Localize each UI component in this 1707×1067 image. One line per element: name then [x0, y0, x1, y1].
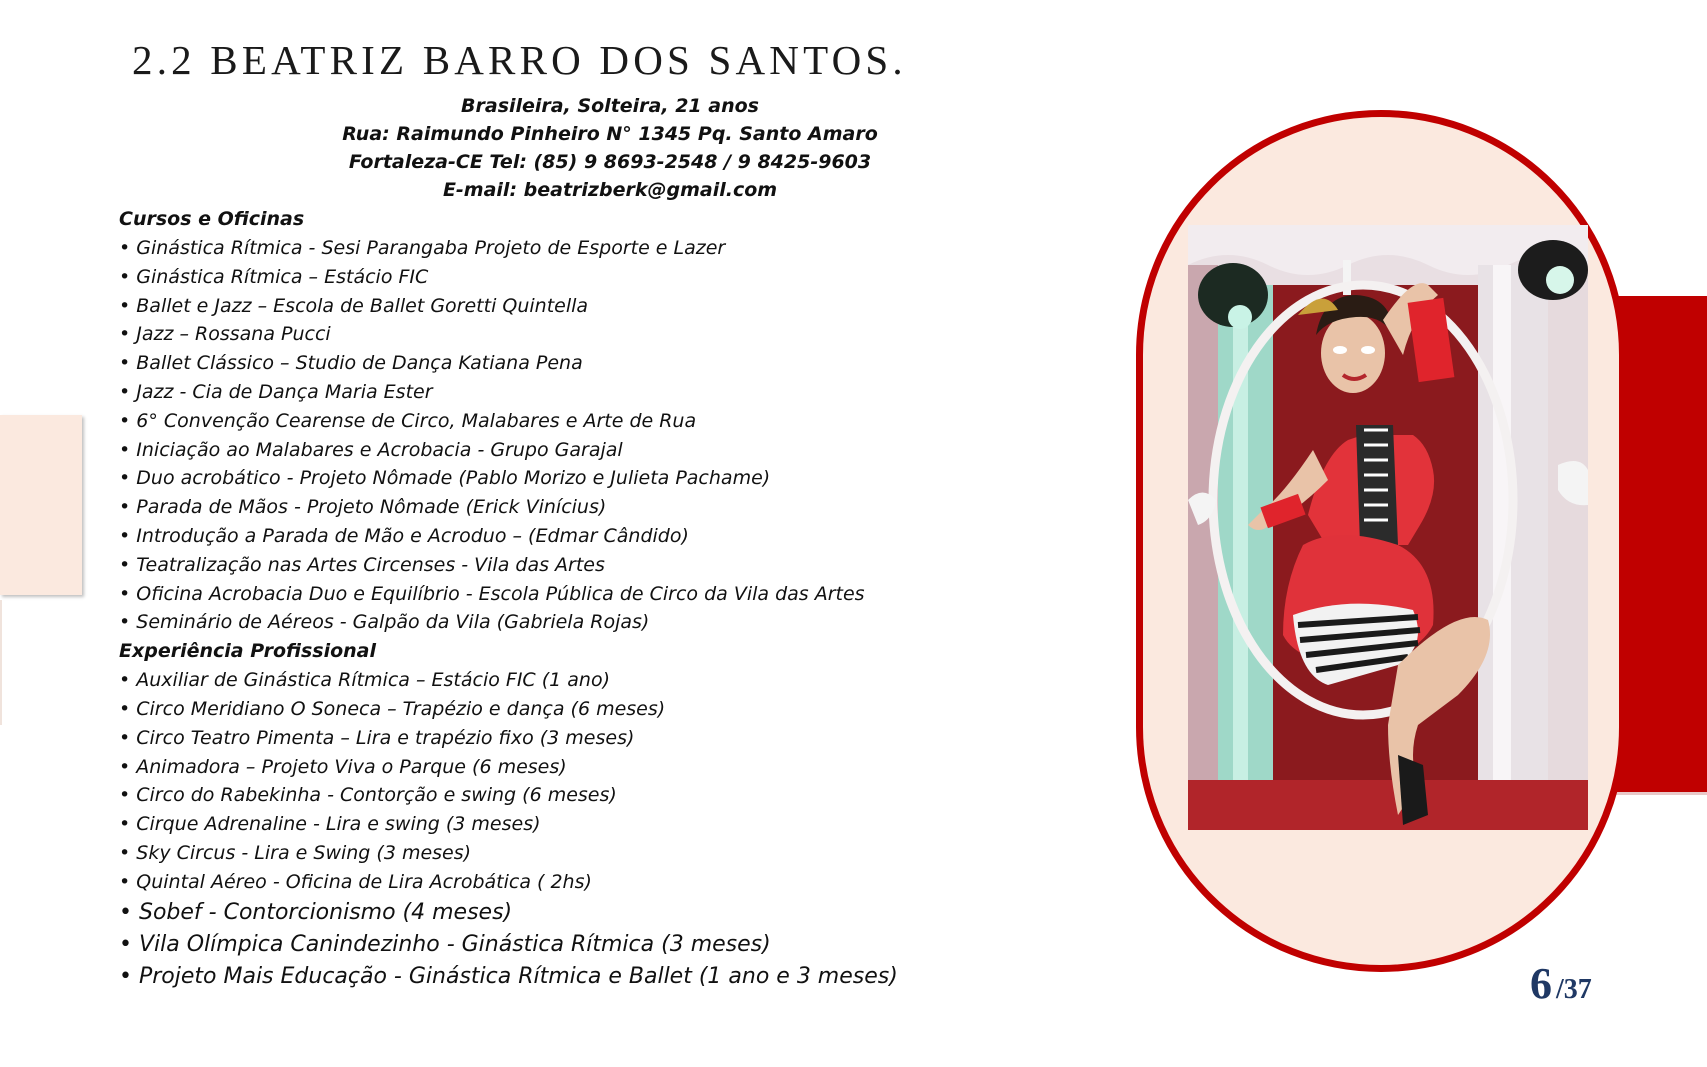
list-item	[119, 810, 898, 839]
list-item-text: Ginástica Rítmica - Sesi Parangaba Projeto de Esporte e Lazer	[136, 237, 726, 259]
bullet-icon: •	[119, 899, 132, 925]
list-item-text: Duo acrobático - Projeto Nômade (Pablo Morizo e Julieta Pachame)	[136, 467, 771, 490]
list-item-text: Jazz - Cia de Dança Maria Ester	[136, 380, 433, 403]
bullet-icon: •	[119, 841, 131, 864]
bullet-icon: •	[119, 467, 131, 490]
list-item	[119, 695, 898, 724]
performer-photo	[1188, 225, 1588, 830]
bullet-icon: •	[119, 496, 131, 519]
list-item-text: Sky Circus - Lira e Swing (3 meses)	[136, 841, 472, 864]
page-total: /37	[1556, 974, 1592, 1005]
resume-content	[119, 205, 898, 993]
list-item-text: Circo Meridiano O Soneca – Trapézio e dança (6 meses)	[136, 697, 666, 720]
list-item	[119, 378, 898, 407]
bullet-icon: •	[119, 323, 131, 346]
list-item	[119, 522, 898, 551]
list-item	[119, 493, 898, 522]
list-item-text: Animadora – Projeto Viva o Parque (6 meses)	[136, 755, 567, 778]
list-item	[119, 724, 898, 753]
list-item	[119, 961, 898, 993]
list-item	[119, 320, 898, 349]
list-item-text: 6° Convenção Cearense de Circo, Malabares e Arte de Rua	[136, 409, 697, 432]
email-line: E-mail: beatrizberk@gmail.com	[442, 179, 778, 201]
list-item	[119, 464, 898, 493]
experience-list	[119, 666, 898, 896]
bullet-icon: •	[119, 380, 131, 403]
bullet-icon: •	[119, 726, 131, 749]
list-item	[119, 436, 898, 465]
bullet-icon: •	[119, 963, 132, 989]
list-item-text: Vila Olímpica Canindezinho - Ginástica Rítmica (3 meses)	[138, 931, 771, 957]
list-item	[119, 781, 898, 810]
list-item	[119, 263, 898, 292]
list-item	[119, 407, 898, 436]
bullet-icon: •	[119, 294, 131, 317]
experience-heading: Experiência Profissional	[119, 640, 376, 663]
list-item-text: Seminário de Aéreos - Galpão da Vila (Gabriela Rojas)	[136, 611, 650, 634]
experience-list-large	[119, 897, 898, 993]
bullet-icon: •	[119, 813, 131, 836]
list-item	[119, 551, 898, 580]
list-item-text: Sobef - Contorcionismo (4 meses)	[138, 899, 513, 925]
bullet-icon: •	[119, 582, 131, 605]
list-item	[119, 839, 898, 868]
list-item	[119, 292, 898, 321]
bullet-icon: •	[119, 755, 131, 778]
list-item-text: Circo Teatro Pimenta – Lira e trapézio fixo (3 meses)	[136, 726, 635, 749]
list-item-text: Ballet e Jazz – Escola de Ballet Goretti Quintella	[136, 294, 589, 317]
bullet-icon: •	[119, 438, 131, 461]
list-item-text: Oficina Acrobacia Duo e Equilíbrio - Escola Pública de Circo da Vila das Artes	[136, 582, 865, 605]
bullet-icon: •	[119, 265, 131, 288]
list-item-text: Iniciação ao Malabares e Acrobacia - Grupo Garajal	[136, 438, 623, 461]
performer-illustration	[1188, 225, 1588, 830]
list-item-text: Teatralização nas Artes Circenses - Vila das Artes	[136, 553, 605, 576]
list-item-text: Ballet Clássico – Studio de Dança Katiana Pena	[136, 352, 583, 375]
list-item-text: Quintal Aéreo - Oficina de Lira Acrobática ( 2hs)	[136, 870, 592, 893]
list-item-text: Jazz – Rossana Pucci	[136, 323, 331, 346]
bullet-icon: •	[119, 352, 131, 375]
list-item-text: Projeto Mais Educação - Ginástica Rítmica e Ballet (1 ano e 3 meses)	[138, 963, 898, 989]
list-item	[119, 666, 898, 695]
list-item	[119, 868, 898, 897]
bullet-icon: •	[119, 524, 131, 547]
bullet-icon: •	[119, 611, 131, 634]
courses-list	[119, 234, 898, 637]
list-item-text: Parada de Mãos - Projeto Nômade (Erick Vinícius)	[136, 496, 607, 519]
list-item	[119, 349, 898, 378]
bullet-icon: •	[119, 409, 131, 432]
list-item-text: Introdução a Parada de Mão e Acroduo – (Edmar Cândido)	[136, 524, 689, 547]
list-item-text: Cirque Adrenaline - Lira e swing (3 meses)	[136, 813, 541, 836]
list-item	[119, 897, 898, 929]
phone-line: Fortaleza-CE Tel: (85) 9 8693-2548 / 9 8425-9603	[348, 151, 872, 173]
bullet-icon: •	[119, 669, 131, 692]
list-item	[119, 929, 898, 961]
list-item	[119, 580, 898, 609]
list-item	[119, 753, 898, 782]
page-current: 6	[1530, 959, 1552, 1008]
courses-heading: Cursos e Oficinas	[119, 208, 305, 230]
personal-info-line: Brasileira, Solteira, 21 anos	[461, 95, 759, 117]
page-title: 2.2 BEATRIZ BARRO DOS SANTOS.	[132, 37, 907, 83]
page-number	[1530, 958, 1592, 1009]
bullet-icon: •	[119, 697, 131, 720]
list-item	[119, 234, 898, 263]
decorative-divider	[0, 600, 2, 725]
bullet-icon: •	[119, 553, 131, 576]
bullet-icon: •	[119, 870, 131, 893]
list-item	[119, 608, 898, 637]
bullet-icon: •	[119, 931, 132, 957]
bullet-icon: •	[119, 237, 131, 259]
list-item-text: Auxiliar de Ginástica Rítmica – Estácio FIC (1 ano)	[136, 669, 610, 692]
list-item-text: Circo do Rabekinha - Contorção e swing (6 meses)	[136, 784, 617, 807]
bullet-icon: •	[119, 784, 131, 807]
decorative-peach-panel	[0, 415, 82, 595]
list-item-text: Ginástica Rítmica – Estácio FIC	[136, 265, 429, 288]
address-line: Rua: Raimundo Pinheiro N° 1345 Pq. Santo Amaro	[342, 123, 878, 145]
